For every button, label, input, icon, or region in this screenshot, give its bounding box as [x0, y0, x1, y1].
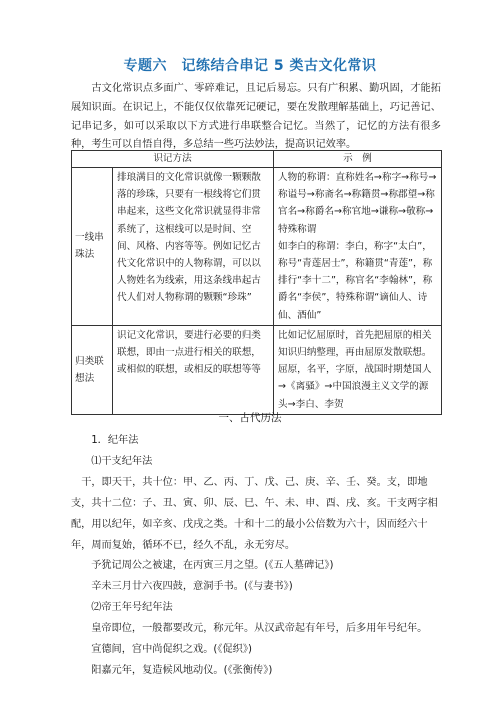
- section-heading: 一、古代历法: [218, 412, 282, 424]
- heading-level-1: 1．纪年法: [91, 435, 139, 446]
- method-name: 一线串珠法: [72, 168, 113, 326]
- example-sentence: 阳嘉元年，复造候风地动仪。(《张衡传》): [91, 664, 273, 676]
- method-example: 比如记忆屈原时，首先把屈原的相关知识归纳整理，再由屈原发散联想。 屈原，名平，字原，战国时期楚国人→《离骚》→中国浪漫主义文学的源头→李白、李贺: [274, 325, 442, 414]
- example-sentence: 辛未三月廿六夜四鼓，意洞手书。(《与妻书》): [91, 581, 293, 593]
- body-paragraph: 皇帝即位，一般都要改元，称元年。从汉武帝起有年号，后多用年号纪年。: [91, 623, 428, 635]
- intro-paragraph: [71, 80, 441, 155]
- body-paragraph: 干，即天干，共十位：甲、乙、丙、丁、戊、己、庚、辛、壬、癸。支，即地支，共十二位：子、丑、寅、卯、辰、巳、午、未、申、酉、戌、亥。干支两字相配，用以纪年，如辛亥、戊戌之类。十和十二的最小公倍数为六十，因而经六十年，周而复始，循环不已，经久不乱，永无穷尽。: [71, 476, 438, 551]
- example-sentence: 予犹记周公之被逮，在丙寅三月之望。(《五人墓碑记》): [91, 560, 334, 572]
- body-content: [71, 431, 443, 682]
- heading-level-2: ⑴干支纪年法: [91, 455, 153, 467]
- table-row: [72, 168, 442, 326]
- page-title: 专题六 记练结合串记 5 类古文化常识: [123, 58, 377, 74]
- method-example: 人物的称谓：直称姓名→称字→称号→称谥号→称斋名→称籍贯→称郡望→称官名→称爵名→称官地→谦称→敬称→特殊称谓 如李白的称谓：李白，称字“太白”，称号“青莲居士”，称籍贯“青莲”，称排行“李十二”，称官名“李翰林”，称爵名“李侯”，特殊称谓“谪仙人、诗仙、酒仙”: [274, 168, 442, 326]
- method-name: 归类联想法: [72, 325, 113, 414]
- table-row: [72, 325, 442, 414]
- methods-table: [71, 150, 442, 415]
- method-description: 排琅满目的文化常识就像一颗颗散落的珍珠，只要有一根线将它们贯串起来，这些文化常识就显得非常系统了，这根线可以是时间、空间、风格、内容等等。例如记忆古代文化常识中的人物称谓，可以以人物姓名为线索，用这条线串起古代人们对人物称谓的颗颗“珍珠”: [113, 168, 274, 326]
- intro-text: 古文化常识点多面广、零碎难记，且记后易忘。只有广积累、勤巩固，才能拓展知识面。在识记上，不能仅仅依靠死记硬记，要在发散理解基础上，巧记善记、记串记多，如可以采取以下方式进行串联整合记忆。当然了，记忆的方法有很多种，考生可以自悟自得，多总结一些巧法妙法，提高识记效率。: [71, 83, 441, 151]
- example-sentence: 宣德间，宫中尚促织之戏。(《促织》): [91, 644, 252, 656]
- table-header-row: [72, 151, 442, 168]
- header-example: 示 例: [274, 151, 442, 168]
- method-description: 识记文化常识，要进行必要的归类联想，即由一点进行相关的联想，或相似的联想，或相反的联想等等: [113, 325, 274, 414]
- heading-level-2: ⑵帝王年号纪年法: [91, 602, 173, 614]
- header-method: 识记方法: [72, 151, 274, 168]
